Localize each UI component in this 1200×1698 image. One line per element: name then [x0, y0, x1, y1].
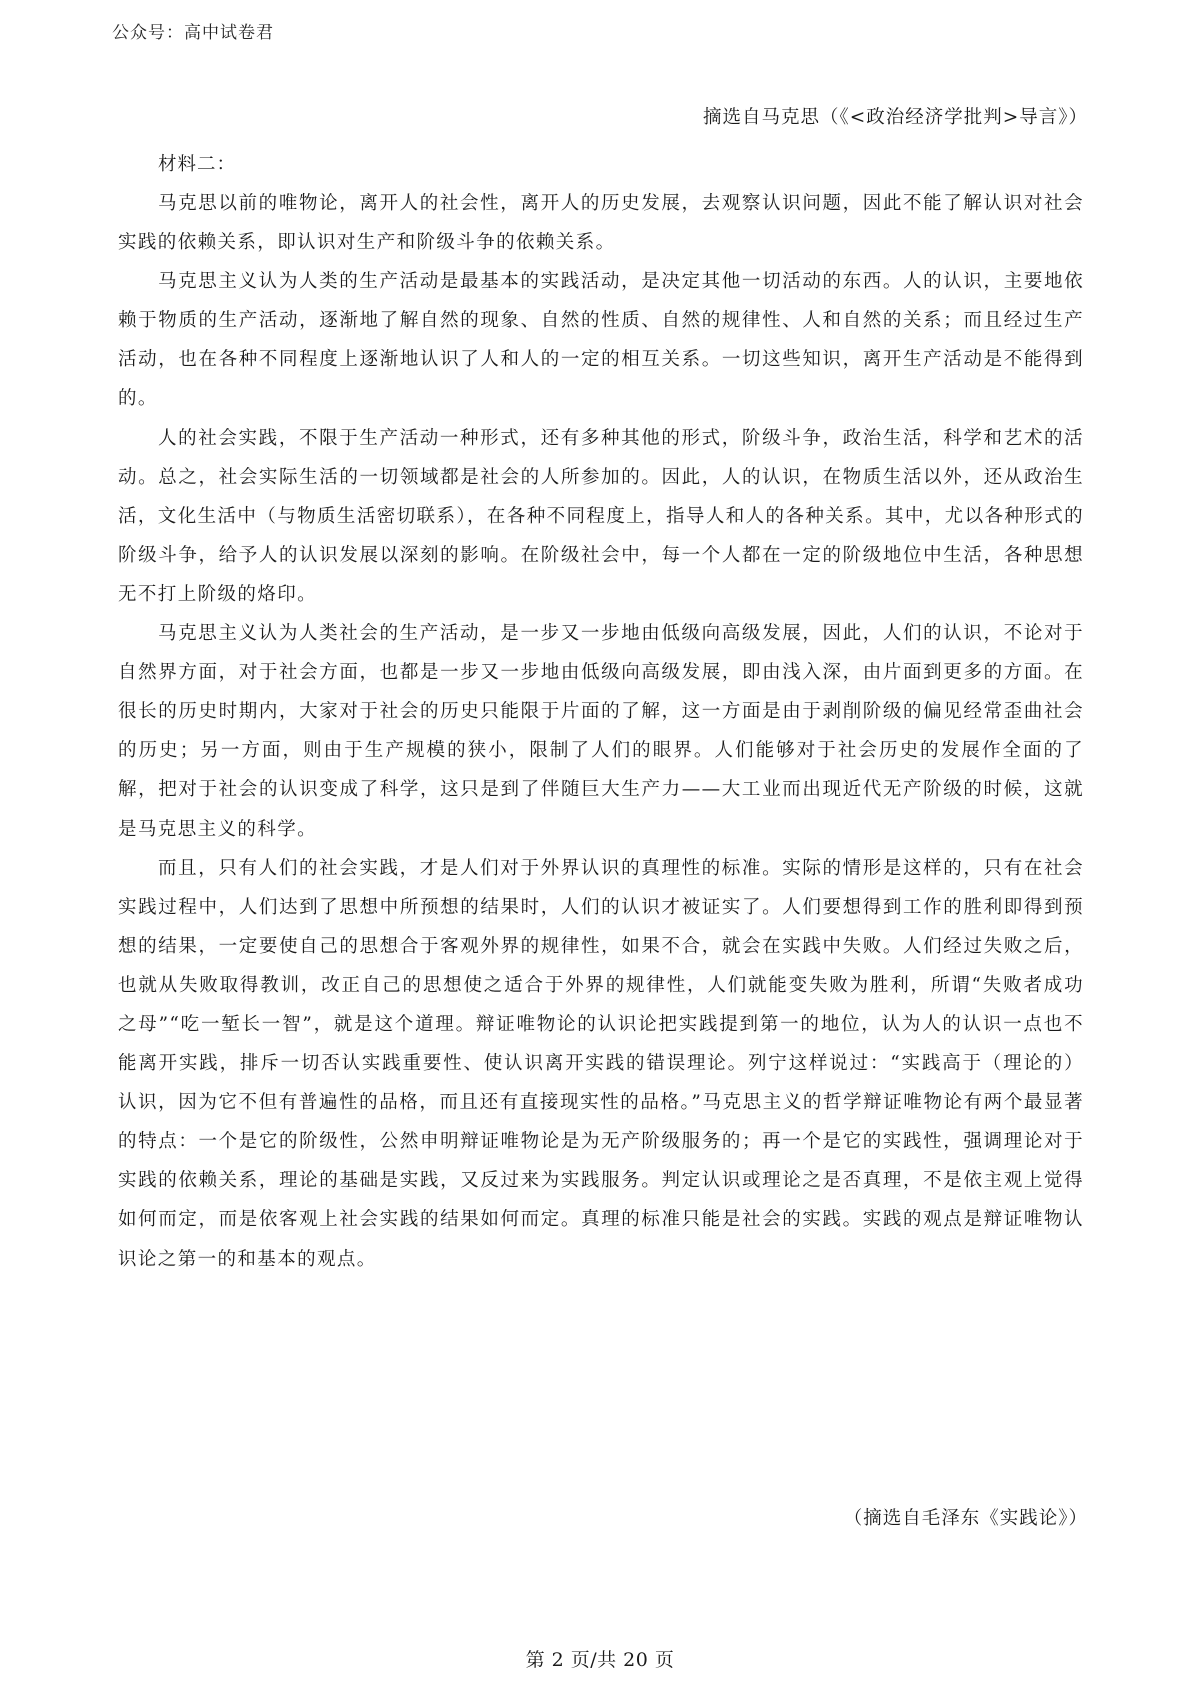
paragraph: 马克思以前的唯物论，离开人的社会性，离开人的历史发展，去观察认识问题，因此不能了解认识对社会实践的依赖关系，即认识对生产和阶级斗争的依赖关系。 [118, 193, 1084, 254]
source-citation-bottom: （摘选自毛泽东《实践论》） [843, 1508, 1088, 1529]
paragraph: 马克思主义认为人类的生产活动是最基本的实践活动，是决定其他一切活动的东西。人的认识，主要地依赖于物质的生产活动，逐渐地了解自然的现象、自然的性质、自然的规律性、人和自然的关系；而且经过生产活动，也在各种不同程度上逐渐地认识了人和人的一定的相互关系。一切这些知识，离开生产活动是不能得到的。 [118, 271, 1084, 410]
document-body [118, 145, 1084, 1279]
page-number: 第 2 页/共 20 页 [525, 1649, 675, 1671]
paragraph: 而且，只有人们的社会实践，才是人们对于外界认识的真理性的标准。实际的情形是这样的，只有在社会实践过程中，人们达到了思想中所预想的结果时，人们的认识才被证实了。人们要想得到工作的胜利即得到预想的结果，一定要使自己的思想合于客观外界的规律性，如果不合，就会在实践中失败。人们经过失败之后，也就从失败取得教训，改正自己的思想使之适合于外界的规律性，人们就能变失败为胜利，所谓“失败者成功之母”“吃一堑长一智”，就是这个道理。辩证唯物论的认识论把实践提到第一的地位，认为人的认识一点也不能离开实践，排斥一切否认实践重要性、使认识离开实践的错误理论。列宁这样说过：“实践高于（理论的）认识，因为它不但有普遍性的品格，而且还有直接现实性的品格。”马克思主义的哲学辩证唯物论有两个最显著的特点：一个是它的阶级性，公然申明辩证唯物论是为无产阶级服务的；再一个是它的实践性，强调理论对于实践的依赖关系，理论的基础是实践，又反过来为实践服务。判定认识或理论之是否真理，不是依主观上觉得如何而定，而是依客观上社会实践的结果如何而定。真理的标准只能是社会的实践。实践的观点是辩证唯物认识论之第一的和基本的观点。 [118, 857, 1084, 1270]
header-note: 公众号：高中试卷君 [112, 23, 274, 43]
source-citation-top: 摘选自马克思（《<政治经济学批判>导言》） [702, 107, 1088, 128]
paragraph: 人的社会实践，不限于生产活动一种形式，还有多种其他的形式，阶级斗争，政治生活，科学和艺术的活动。总之，社会实际生活的一切领域都是社会的人所参加的。因此，人的认识，在物质生活以外，还从政治生活，文化生活中（与物质生活密切联系），在各种不同程度上，指导人和人的各种关系。其中，尤以各种形式的阶级斗争，给予人的认识发展以深刻的影响。在阶级社会中，每一个人都在一定的阶级地位中生活，各种思想无不打上阶级的烙印。 [118, 427, 1084, 605]
section-label: 材料二： [158, 154, 237, 175]
paragraph: 马克思主义认为人类社会的生产活动，是一步又一步地由低级向高级发展，因此，人们的认识，不论对于自然界方面，对于社会方面，也都是一步又一步地由低级向高级发展，即由浅入深，由片面到更多的方面。在很长的历史时期内，大家对于社会的历史只能限于片面的了解，这一方面是由于剥削阶级的偏见经常歪曲社会的历史；另一方面，则由于生产规模的狭小，限制了人们的眼界。人们能够对于社会历史的发展作全面的了解，把对于社会的认识变成了科学，这只是到了伴随巨大生产力——大工业而出现近代无产阶级的时候，这就是马克思主义的科学。 [118, 623, 1084, 840]
